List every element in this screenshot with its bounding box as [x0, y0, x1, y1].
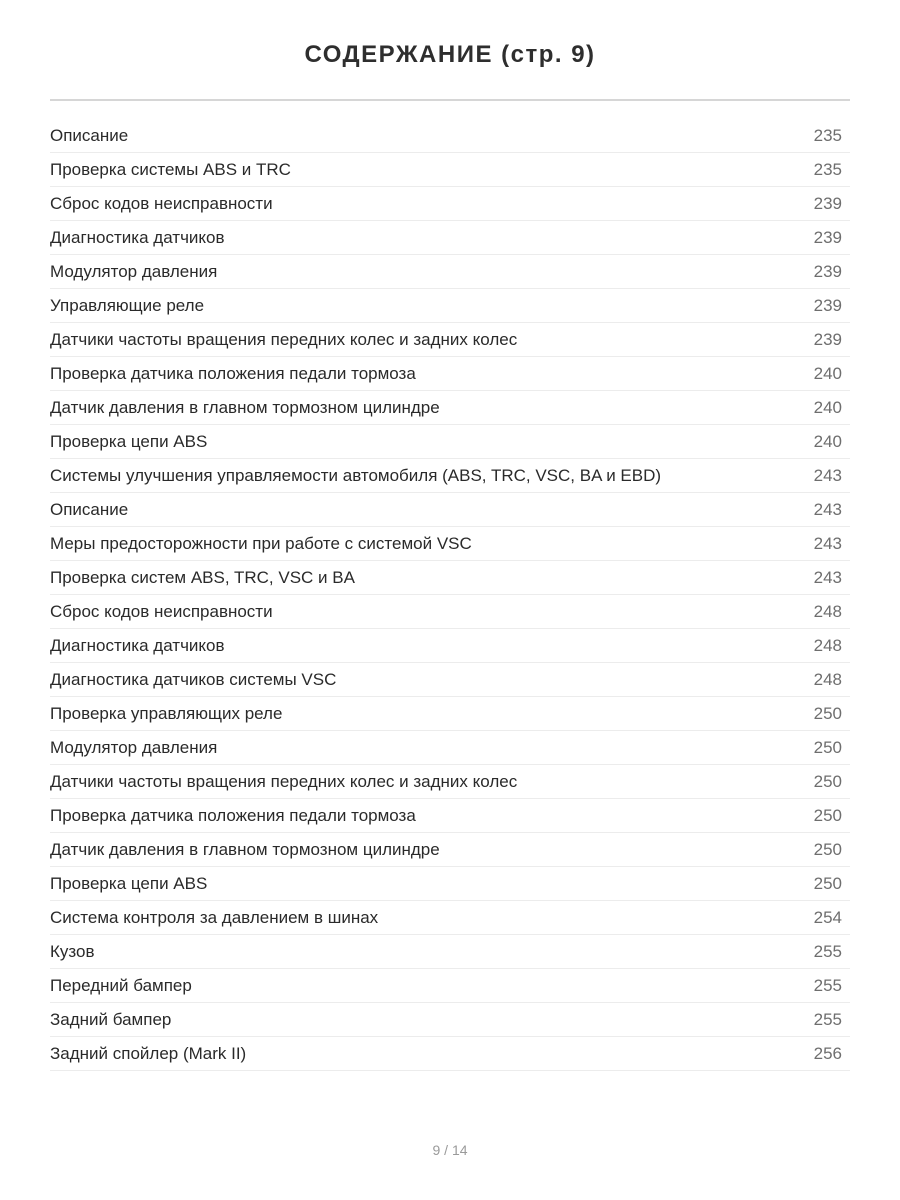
toc-entry-title: Управляющие реле: [50, 295, 205, 315]
toc-entry-title: Диагностика датчиков системы VSC: [50, 669, 337, 689]
toc-entry-page: 250: [813, 703, 842, 723]
toc-entry-page: 239: [813, 193, 842, 213]
toc-entry-title: Модулятор давления: [50, 737, 218, 757]
toc-entry-title: Датчик давления в главном тормозном цилиндре: [50, 397, 440, 417]
toc-entry-title: Проверка датчика положения педали тормоза: [50, 363, 416, 383]
toc-entry[interactable]: [50, 663, 850, 697]
toc-entry[interactable]: [50, 357, 850, 391]
toc-entry-title: Проверка системы ABS и TRC: [50, 159, 291, 179]
toc-entry[interactable]: [50, 425, 850, 459]
toc-entry[interactable]: [50, 391, 850, 425]
toc-entry-title: Проверка систем ABS, TRC, VSC и BA: [50, 567, 355, 587]
toc-entry[interactable]: [50, 153, 850, 187]
toc-entry-title: Передний бампер: [50, 975, 192, 995]
toc-entry-title: Описание: [50, 125, 129, 145]
toc-entry-title: Сброс кодов неисправности: [50, 601, 273, 621]
toc-entry-title: Сброс кодов неисправности: [50, 193, 273, 213]
toc-entry-title: Датчик давления в главном тормозном цилиндре: [50, 839, 440, 859]
toc-entry-page: 239: [813, 227, 842, 247]
toc-entry[interactable]: [50, 799, 850, 833]
toc-entry-title: Задний спойлер (Mark II): [50, 1043, 247, 1063]
toc-entry-page: 243: [813, 533, 842, 553]
toc-entry-page: 250: [813, 873, 842, 893]
toc-entry-title: Датчики частоты вращения передних колес и задних колес: [50, 329, 518, 349]
toc-entry-title: Проверка управляющих реле: [50, 703, 283, 723]
toc-entry-page: 248: [813, 669, 842, 689]
toc-entry[interactable]: [50, 595, 850, 629]
toc-entry-title: Системы улучшения управляемости автомобиля (ABS, TRC, VSC, BA и EBD): [50, 465, 662, 485]
toc-entry[interactable]: [50, 187, 850, 221]
toc-entry[interactable]: [50, 289, 850, 323]
toc-entry-page: 250: [813, 771, 842, 791]
toc-entry[interactable]: [50, 1003, 850, 1037]
toc-entry-page: 240: [813, 431, 842, 451]
toc-entry-page: 248: [813, 635, 842, 655]
toc-entry[interactable]: [50, 867, 850, 901]
toc-entry-page: 250: [813, 839, 842, 859]
toc-entry[interactable]: [50, 765, 850, 799]
toc-entry[interactable]: [50, 901, 850, 935]
toc-entry[interactable]: [50, 459, 850, 493]
toc-entry[interactable]: [50, 323, 850, 357]
toc-entry[interactable]: [50, 935, 850, 969]
toc-entry-title: Описание: [50, 499, 129, 519]
toc-entry[interactable]: [50, 697, 850, 731]
toc-entry-page: 243: [813, 499, 842, 519]
toc-entry-page: 243: [813, 465, 842, 485]
page-number: 9 / 14: [432, 1142, 468, 1158]
toc-entry-page: 248: [813, 601, 842, 621]
toc-entry-title: Модулятор давления: [50, 261, 218, 281]
page-title: СОДЕРЖАНИЕ (стр. 9): [304, 41, 596, 68]
toc-entry[interactable]: [50, 119, 850, 153]
toc-entry-title: Система контроля за давлением в шинах: [50, 907, 379, 927]
toc-entry-page: 239: [813, 295, 842, 315]
toc-entry-page: 250: [813, 805, 842, 825]
toc-entry-page: 235: [813, 125, 842, 145]
toc-entry-page: 255: [813, 1009, 842, 1029]
toc-entry-page: 255: [813, 941, 842, 961]
toc-entry[interactable]: [50, 833, 850, 867]
toc-entry-page: 239: [813, 261, 842, 281]
toc-entry[interactable]: [50, 629, 850, 663]
toc-entry-page: 240: [813, 397, 842, 417]
toc-entry-title: Проверка цепи ABS: [50, 431, 208, 451]
title-divider: [50, 99, 850, 101]
toc-entry-title: Проверка цепи ABS: [50, 873, 208, 893]
toc-entry-page: 240: [813, 363, 842, 383]
toc-entry[interactable]: [50, 527, 850, 561]
toc-entry-page: 239: [813, 329, 842, 349]
toc-entry-page: 254: [813, 907, 842, 927]
toc-entry[interactable]: [50, 493, 850, 527]
toc-entry-title: Меры предосторожности при работе с системой VSC: [50, 533, 472, 553]
toc-entry-title: Проверка датчика положения педали тормоза: [50, 805, 416, 825]
toc-entry[interactable]: [50, 731, 850, 765]
document-page: [50, 0, 850, 1071]
toc-entry-title: Кузов: [50, 941, 95, 961]
toc-entry-page: 235: [813, 159, 842, 179]
toc-entry-title: Датчики частоты вращения передних колес и задних колес: [50, 771, 518, 791]
toc-entry[interactable]: [50, 561, 850, 595]
toc-entry[interactable]: [50, 221, 850, 255]
toc-entry-page: 255: [813, 975, 842, 995]
toc-entry-page: 256: [813, 1043, 842, 1063]
toc-entry[interactable]: [50, 1037, 850, 1071]
toc-entry-page: 250: [813, 737, 842, 757]
toc-entry-title: Диагностика датчиков: [50, 635, 225, 655]
toc-entry-title: Задний бампер: [50, 1009, 172, 1029]
toc-entry[interactable]: [50, 969, 850, 1003]
toc-entry-page: 243: [813, 567, 842, 587]
toc-entry-title: Диагностика датчиков: [50, 227, 225, 247]
table-of-contents: [50, 119, 850, 1071]
toc-entry[interactable]: [50, 255, 850, 289]
